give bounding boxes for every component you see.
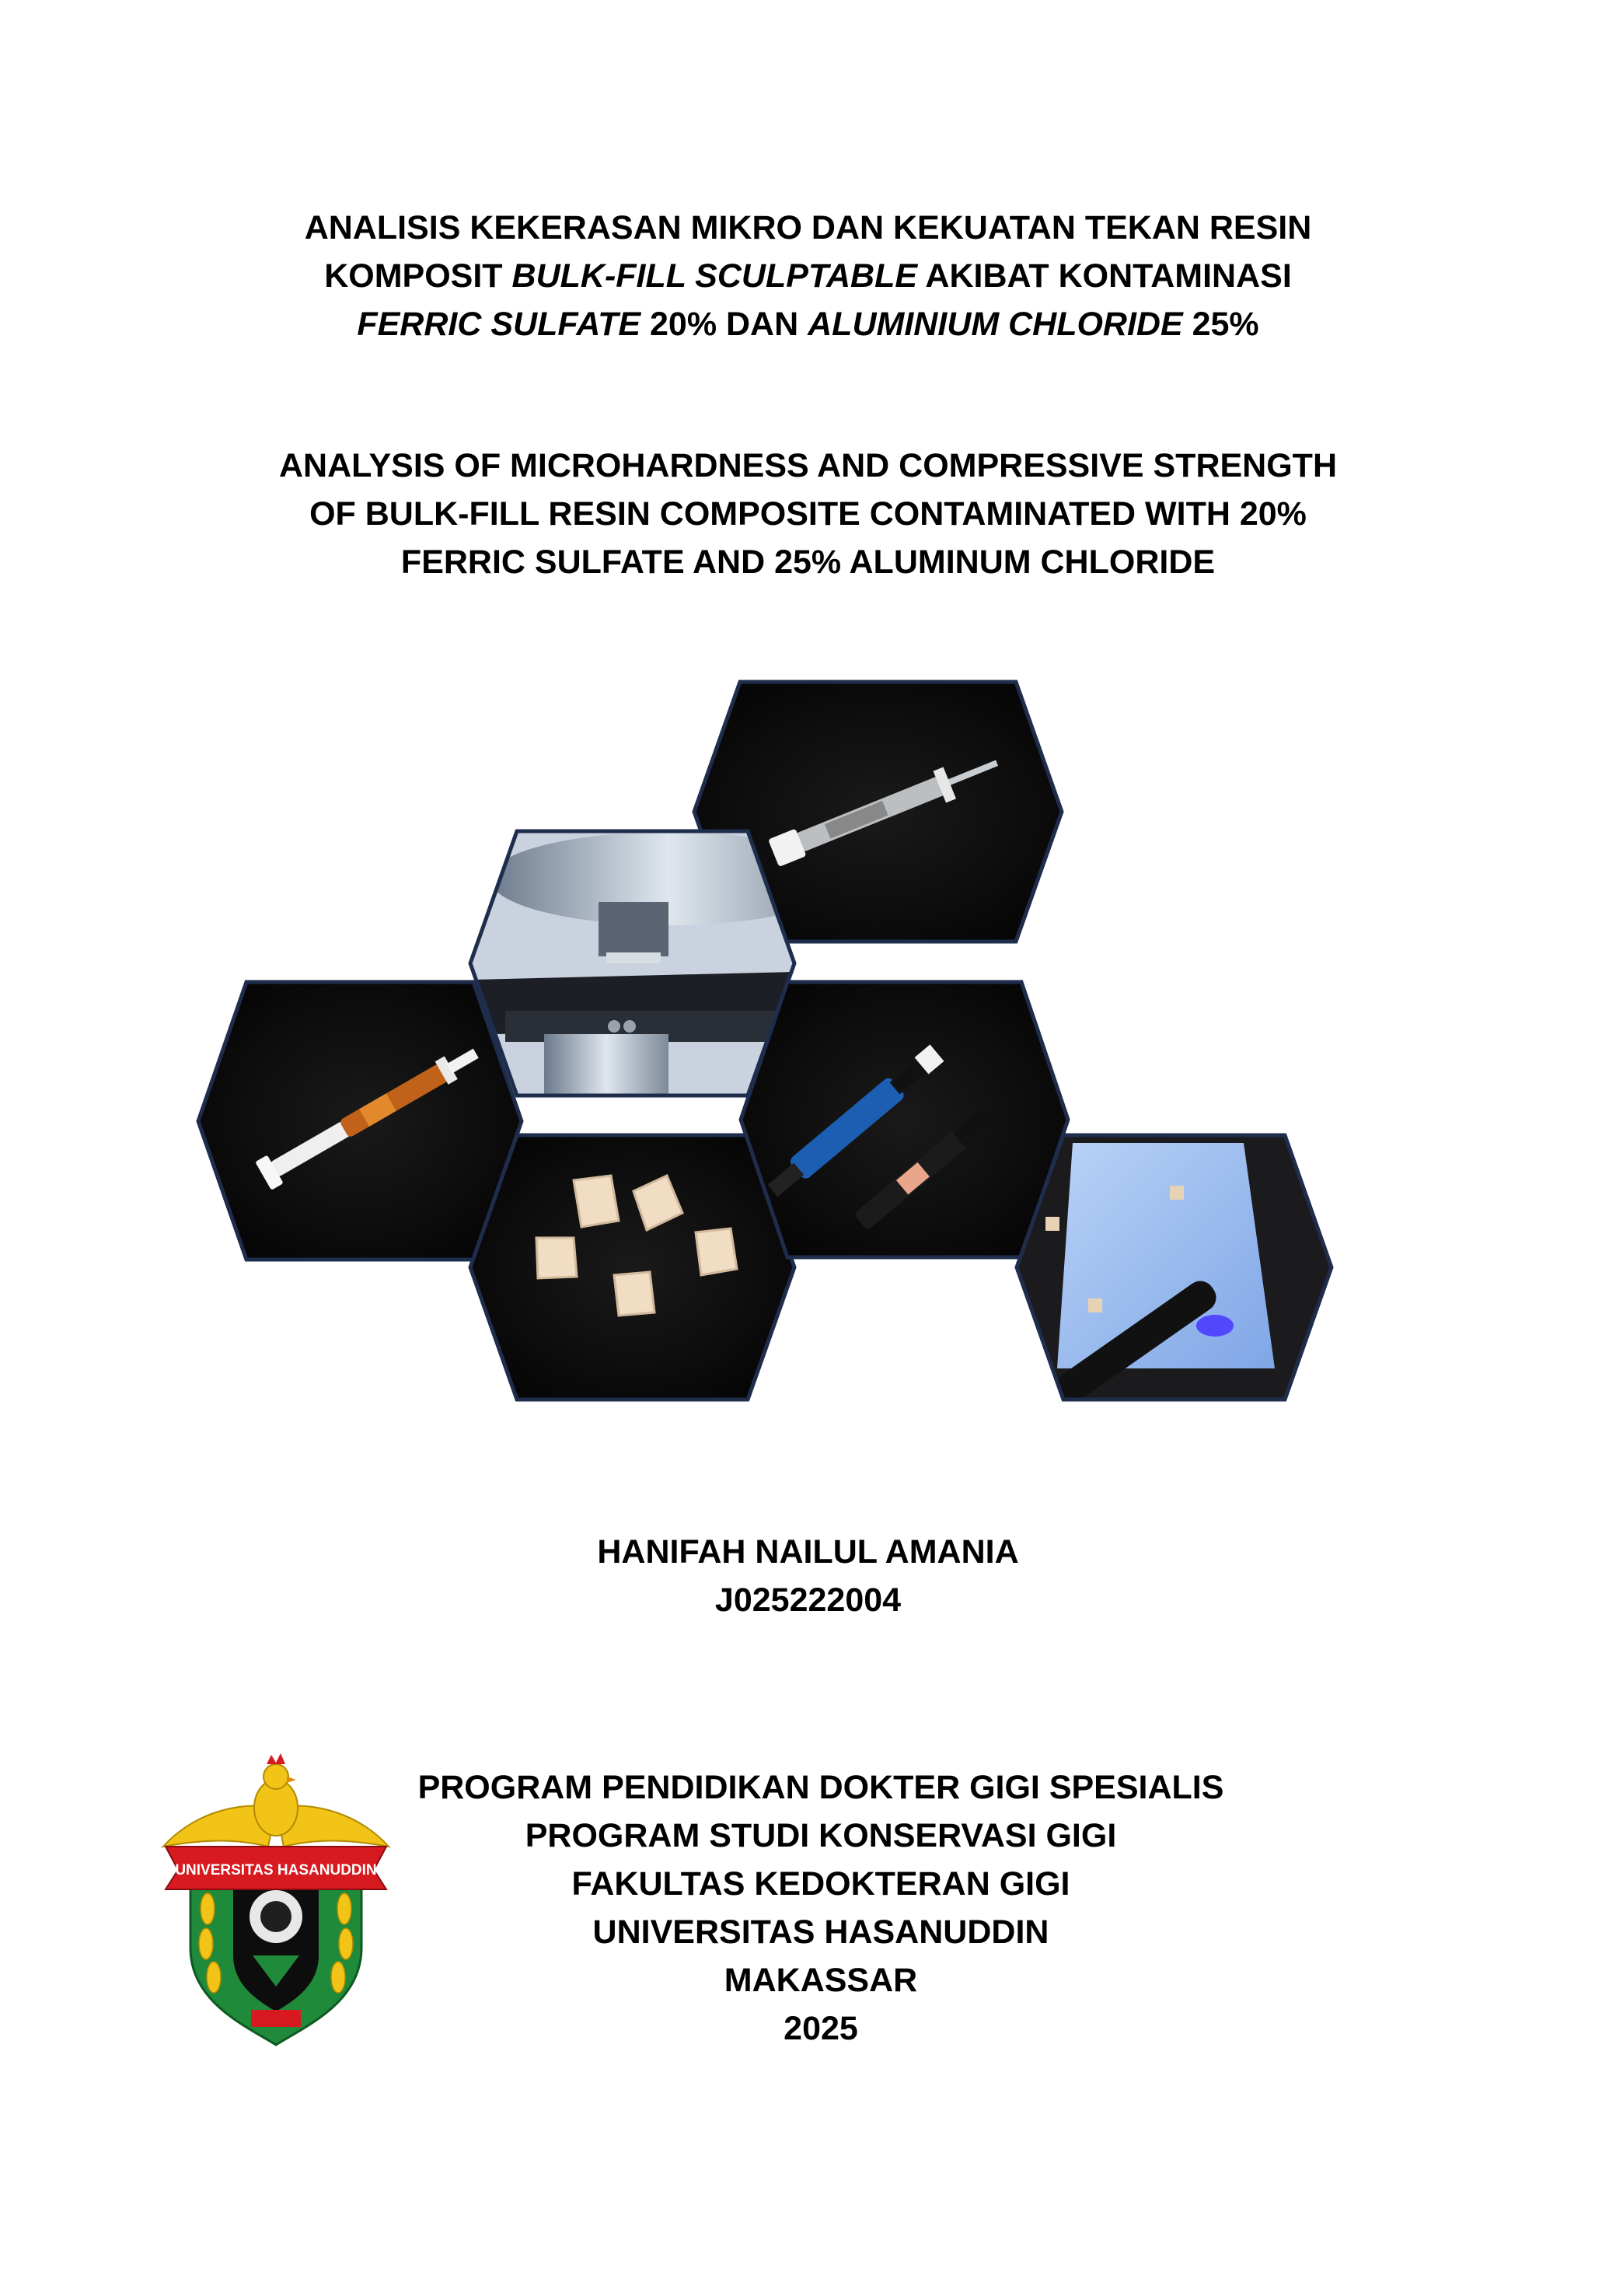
title-id-text: KOMPOSIT: [324, 257, 512, 295]
institution-study-program: PROGRAM STUDI KONSERVASI GIGI: [525, 1817, 1117, 1854]
author-block: [0, 1528, 1616, 1624]
title-id-text: AKIBAT KONTAMINASI: [917, 257, 1292, 295]
title-id-line-1: ANALISIS KEKERASAN MIKRO DAN KEKUATAN TEKAN RESIN: [304, 209, 1312, 246]
title-id-italic: FERRIC SULFATE: [357, 306, 641, 343]
institution-city: MAKASSAR: [724, 1962, 918, 1999]
title-en-line-2: OF BULK-FILL RESIN COMPOSITE CONTAMINATED WITH 20%: [309, 495, 1307, 533]
title-id-italic: BULK-FILL SCULPTABLE: [511, 257, 918, 295]
hex-photo-light-curing: [1010, 1131, 1337, 1408]
author-student-id: J025222004: [714, 1581, 902, 1619]
institution-university: UNIVERSITAS HASANUDDIN: [592, 1913, 1049, 1951]
title-id-text: 20% DAN: [640, 306, 808, 343]
author-name: HANIFAH NAILUL AMANIA: [597, 1533, 1019, 1571]
logo-banner-text: UNIVERSITAS HASANUDDIN: [175, 1862, 377, 1878]
hex-photo-resin-blocks: [466, 1131, 801, 1403]
title-id-italic: ALUMINIUM CHLORIDE: [808, 306, 1183, 343]
title-en-line-1: ANALYSIS OF MICROHARDNESS AND COMPRESSIVE STRENGTH: [278, 447, 1337, 484]
institution-program: PROGRAM PENDIDIKAN DOKTER GIGI SPESIALIS: [417, 1769, 1224, 1806]
institution-year: 2025: [784, 2010, 858, 2047]
hex-photo-syringe-orange: [194, 976, 529, 1263]
institution-faculty: FAKULTAS KEDOKTERAN GIGI: [571, 1865, 1070, 1903]
title-en-line-3: FERRIC SULFATE AND 25% ALUMINUM CHLORIDE: [400, 543, 1216, 581]
title-id-text: 25%: [1182, 306, 1259, 343]
institution-block: [155, 1763, 1486, 2053]
hex-photo-composite-syringes: [738, 976, 1073, 1263]
